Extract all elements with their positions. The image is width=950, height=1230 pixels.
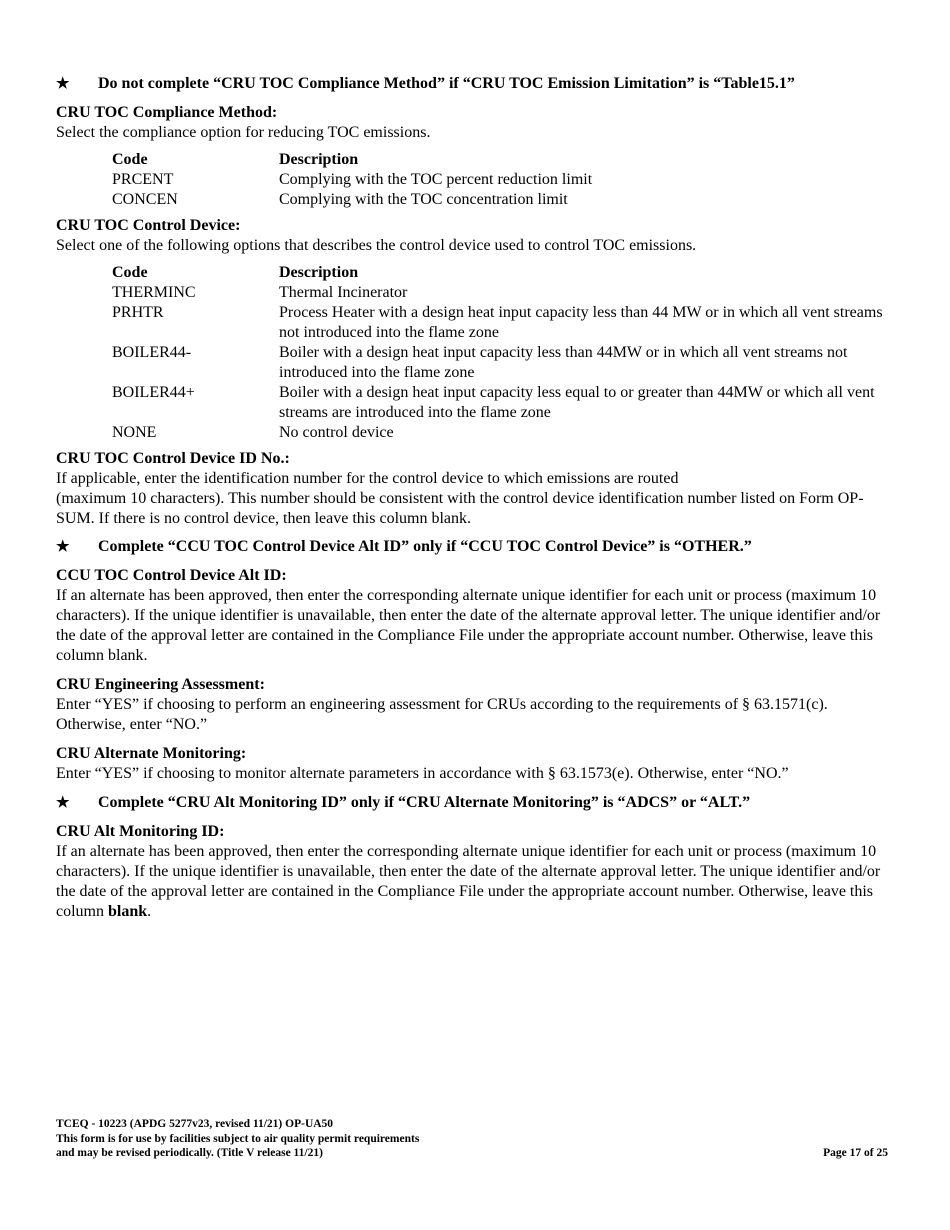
description-cell: Boiler with a design heat input capacity less than 44MW or in which all vent streams not introduced into the flame zone <box>279 344 848 381</box>
table-row <box>112 190 891 210</box>
section-text: Enter “YES” if choosing to perform an engineering assessment for CRUs according to the requirements of § 63.1571(c). Otherwise, enter “NO.” <box>56 696 828 733</box>
description-cell: Complying with the TOC percent reduction limit <box>279 171 593 188</box>
text-run: If an alternate has been approved, then enter the corresponding alternate unique identifier for each unit or process (maximum 10 characters). If the unique identifier is unavailable, then enter the date of the alternate approval letter. The unique identifier and/or the date of the approval letter are contained in the Compliance File under the appropriate account number. Otherwise, leave this column <box>56 843 881 920</box>
table-row <box>112 383 891 423</box>
code-table <box>112 263 891 443</box>
section-heading: CRU Alt Monitoring ID: <box>56 823 225 840</box>
code-cell: CONCEN <box>112 191 178 208</box>
code-cell: NONE <box>112 424 157 441</box>
note-text: Do not complete “CRU TOC Compliance Method” if “CRU TOC Emission Limitation” is “Table15.1” <box>98 75 795 92</box>
section-heading: CRU TOC Control Device: <box>56 217 241 234</box>
instruction-note <box>56 74 892 94</box>
code-column-header: Code <box>112 264 148 281</box>
instruction-note <box>56 537 892 557</box>
table-header-row <box>112 263 891 283</box>
bold-text-run: blank <box>108 903 148 920</box>
footer-revision-note: and may be revised periodically. (Title V release 11/21) <box>56 1147 323 1159</box>
table-row <box>112 170 891 190</box>
description-cell: Process Heater with a design heat input capacity less than 44 MW or in which all vent streams not introduced into the flame zone <box>279 304 883 341</box>
code-cell: BOILER44- <box>112 344 192 361</box>
section-alternate-monitoring <box>56 744 892 784</box>
description-column-header: Description <box>279 264 359 281</box>
section-text: If an alternate has been approved, then enter the corresponding alternate unique identifier for each unit or process (maximum 10 characters). If the unique identifier is unavailable, then enter the date of the alternate approval letter. The unique identifier and/or the date of the approval letter are contained in the Compliance File under the appropriate account number. Otherwise, leave this column blank. <box>56 587 881 664</box>
note-text: Complete “CRU Alt Monitoring ID” only if “CRU Alternate Monitoring” is “ADCS” or “ALT.” <box>98 794 751 811</box>
section-control-device <box>56 216 892 443</box>
text-run: . <box>147 903 152 920</box>
table-header-row <box>112 150 891 170</box>
star-icon: ★ <box>56 76 70 92</box>
instruction-note <box>56 793 892 813</box>
section-engineering-assessment <box>56 675 892 735</box>
description-cell: No control device <box>279 424 394 441</box>
footer-form-id: TCEQ - 10223 (APDG 5277v23, revised 11/21) OP-UA50 <box>56 1118 334 1130</box>
star-icon: ★ <box>56 539 70 555</box>
section-text <box>56 842 892 922</box>
section-text: Select one of the following options that describes the control device used to control TOC emissions. <box>56 237 697 254</box>
table-row <box>112 423 891 443</box>
section-alt-monitoring-id <box>56 822 892 922</box>
code-cell: BOILER44+ <box>112 384 195 401</box>
table-row <box>112 343 891 383</box>
code-cell: THERMINC <box>112 284 196 301</box>
star-icon: ★ <box>56 795 70 811</box>
section-control-device-id <box>56 449 892 529</box>
description-cell: Thermal Incinerator <box>279 284 408 301</box>
section-compliance-method <box>56 103 892 210</box>
page-footer <box>56 1117 888 1161</box>
page-number: Page 17 of 25 <box>823 1147 888 1159</box>
footer-usage-note: This form is for use by facilities subject to air quality permit requirements <box>56 1132 420 1145</box>
section-alt-id <box>56 566 892 666</box>
code-column-header: Code <box>112 151 148 168</box>
section-heading: CCU TOC Control Device Alt ID: <box>56 567 287 584</box>
section-text-line: If applicable, enter the identification number for the control device to which emissions are routed <box>56 470 679 487</box>
code-cell: PRHTR <box>112 304 164 321</box>
section-heading: CRU Alternate Monitoring: <box>56 745 247 762</box>
section-heading: CRU Engineering Assessment: <box>56 676 265 693</box>
section-heading: CRU TOC Compliance Method: <box>56 104 278 121</box>
description-cell: Complying with the TOC concentration limit <box>279 191 568 208</box>
section-text: Enter “YES” if choosing to monitor alternate parameters in accordance with § 63.1573(e). Otherwise, enter “NO.” <box>56 765 789 782</box>
section-text: (maximum 10 characters). This number should be consistent with the control device identification number listed on Form OP-SUM. If there is no control device, then leave this column blank. <box>56 490 864 527</box>
description-cell: Boiler with a design heat input capacity less equal to or greater than 44MW or which all vent streams are introduced into the flame zone <box>279 384 875 421</box>
code-table <box>112 150 891 210</box>
description-column-header: Description <box>279 151 359 168</box>
section-heading: CRU TOC Control Device ID No.: <box>56 450 290 467</box>
page-content <box>56 74 892 930</box>
table-row <box>112 303 891 343</box>
note-text: Complete “CCU TOC Control Device Alt ID” only if “CCU TOC Control Device” is “OTHER.” <box>98 538 752 555</box>
code-cell: PRCENT <box>112 171 174 188</box>
section-text: Select the compliance option for reducing TOC emissions. <box>56 124 431 141</box>
table-row <box>112 283 891 303</box>
